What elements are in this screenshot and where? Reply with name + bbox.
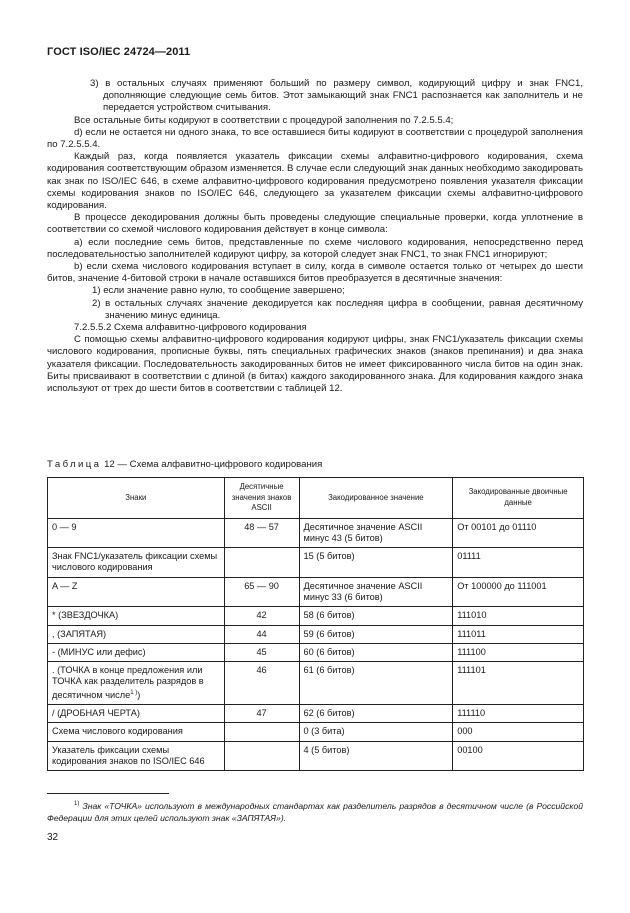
- paragraph-item-d: d) если не остается ни одного знака, то все оставшиеся биты кодируют в соответствии с процедурой заполнения по 7.2.5.5.4.: [47, 126, 583, 151]
- cell-sign: Схема числового кодирования: [48, 723, 225, 741]
- cell-encoded: 59 (6 битов): [299, 625, 453, 643]
- paragraph-item-2: 2) в остальных случаях значение декодируется как последняя цифра в сообщении, равная десятичному значению минус единица.: [92, 297, 583, 321]
- cell-binary: 00100: [453, 741, 584, 771]
- cell-encoded: 0 (3 бита): [299, 723, 453, 741]
- cell-sign-text: . (ТОЧКА в конце предложения или ТОЧКА как разделитель разрядов в десятичном числе: [52, 665, 204, 700]
- cell-ascii: [224, 723, 299, 741]
- cell-encoded: Десятичное значение ASCII минус 43 (5 битов): [299, 518, 453, 548]
- footnote-divider: [47, 793, 169, 794]
- paragraph-item-a: a) если последние семь битов, представленные по схеме числового кодирования, непосредственно перед последовательностью заполнителей кодируют цифру, за которой следует знак FNC1, то знак FNC1 игнорируют;: [47, 236, 583, 260]
- table-row: [48, 741, 584, 771]
- cell-sign: Указатель фиксации схемы кодирования знаков по ISO/IEC 646: [48, 741, 225, 771]
- cell-binary: 111110: [453, 705, 584, 723]
- header-signs: Знаки: [48, 478, 225, 519]
- cell-binary: 01111: [453, 548, 584, 578]
- table-header-row: [48, 478, 584, 519]
- cell-encoded: 60 (6 битов): [299, 643, 453, 661]
- section-heading: 7.2.5.5.2 Схема алфавитно-цифрового кодирования: [74, 322, 307, 334]
- cell-binary: 111011: [453, 625, 584, 643]
- header-ascii: Десятичные значения знаков ASCII: [224, 478, 299, 519]
- footnote-reference[interactable]: 1 ): [130, 689, 138, 696]
- cell-encoded: 62 (6 битов): [299, 705, 453, 723]
- cell-ascii: 48 — 57: [224, 518, 299, 548]
- cell-sign: - (МИНУС или дефис): [48, 643, 225, 661]
- table-row: [48, 643, 584, 661]
- paragraph-item-1: 1) если значение равно нулю, то сообщение завершено;: [92, 285, 345, 297]
- cell-sign: Знак FNC1/указатель фиксации схемы числового кодирования: [48, 548, 225, 578]
- paragraph: Каждый раз, когда появляется указатель фиксации схемы алфавитно-цифрового кодирования, схема кодирования соответствующим образом изменяется. В случае если следующий знак данных необходимо закодировать как знак по ISO/IEC 646, в схеме алфавитно-цифрового кодирования предусмотрено появления указателя фиксации схемы кодирования знаков по ISO/IEC 646, следующего за указателем фиксации схемы алфавитно-цифрового кодирования.: [47, 151, 583, 212]
- table-row: [48, 518, 584, 548]
- cell-ascii: 42: [224, 607, 299, 625]
- cell-sign: 0 — 9: [48, 518, 225, 548]
- cell-sign: / (ДРОБНАЯ ЧЕРТА): [48, 705, 225, 723]
- cell-ascii: 45: [224, 643, 299, 661]
- cell-sign: [48, 662, 225, 705]
- table-caption-title: 12 — Схема алфавитно-цифрового кодирования: [101, 459, 323, 470]
- body-text: [47, 78, 583, 395]
- paragraph: Все остальные биты кодируют в соответствии с процедурой заполнения по 7.2.5.5.4;: [74, 114, 454, 126]
- cell-ascii: 47: [224, 705, 299, 723]
- table-row: [48, 723, 584, 741]
- cell-sign: A — Z: [48, 577, 225, 607]
- table-row: [48, 577, 584, 607]
- cell-encoded: 58 (6 битов): [299, 607, 453, 625]
- paragraph: С помощью схемы алфавитно-цифрового кодирования кодируют цифры, знак FNC1/указатель фиксации схемы числового кодирования, прописные буквы, пять специальных графических знаков (знаков препинания) и два знака указателя фиксации. Последовательность закодированных битов не имеет фиксированного числа битов на один знак. Биты присваивают в соответствии с длиной (в битах) каждого закодированного знака. Для кодирования каждого знака используют от трех до шести битов в соответствии с таблицей 12.: [47, 334, 583, 395]
- cell-binary: 000: [453, 723, 584, 741]
- cell-encoded: 4 (5 битов): [299, 741, 453, 771]
- cell-binary: 111101: [453, 662, 584, 705]
- cell-encoded: 15 (5 битов): [299, 548, 453, 578]
- encoding-table: [47, 477, 584, 771]
- cell-encoded: 61 (6 битов): [299, 662, 453, 705]
- cell-ascii: [224, 548, 299, 578]
- footnote: [47, 798, 583, 824]
- footnote-marker: 1): [74, 801, 80, 807]
- table-row: [48, 705, 584, 723]
- cell-ascii: 44: [224, 625, 299, 643]
- page-number: 32: [47, 832, 59, 843]
- cell-ascii: 46: [224, 662, 299, 705]
- header-encoded: Закодированное значение: [299, 478, 453, 519]
- cell-binary: 111010: [453, 607, 584, 625]
- table-caption-prefix: Таблица: [47, 459, 102, 470]
- cell-sign: * (ЗВЕЗДОЧКА): [48, 607, 225, 625]
- cell-binary: От 100000 до 111001: [453, 577, 584, 607]
- cell-binary: От 00101 до 01110: [453, 518, 584, 548]
- table-row: [48, 548, 584, 578]
- document-header: ГОСТ ISO/IEC 24724—2011: [47, 46, 191, 58]
- cell-sign-tail: ): [137, 689, 141, 700]
- table-row: [48, 607, 584, 625]
- cell-binary: 111100: [453, 643, 584, 661]
- cell-sign: , (ЗАПЯТАЯ): [48, 625, 225, 643]
- table-row: [48, 662, 584, 705]
- header-binary: Закодированные двоичные данные: [453, 478, 584, 519]
- paragraph: В процессе декодирования должны быть проведены следующие специальные проверки, когда уплотнение в соответствии со схемой числового кодирования действует в конце символа:: [47, 212, 583, 236]
- paragraph-item-3: 3) в остальных случаях применяют больший по размеру символ, кодирующий цифру и знак FNC1, дополняющие следующие семь битов. Этот замыкающий знак FNC1 распознается как заполнитель и не передается устройством считывания.: [90, 78, 583, 114]
- footnote-text: Знак «ТОЧКА» используют в международных стандартах как разделитель разрядов в десятичном числе (в Российской Федерации для этих целей используют знак «ЗАПЯТАЯ»).: [47, 800, 583, 823]
- cell-ascii: [224, 741, 299, 771]
- cell-ascii: 65 — 90: [224, 577, 299, 607]
- table-caption: [47, 459, 322, 470]
- paragraph-item-b: b) если схема числового кодирования вступает в силу, когда в символе остается только от четырех до шести битов, значение 4-битовой строки в начале оставшихся битов преобразуется в десятичные значения:: [47, 261, 583, 285]
- table-row: [48, 625, 584, 643]
- cell-encoded: Десятичное значение ASCII минус 33 (6 битов): [299, 577, 453, 607]
